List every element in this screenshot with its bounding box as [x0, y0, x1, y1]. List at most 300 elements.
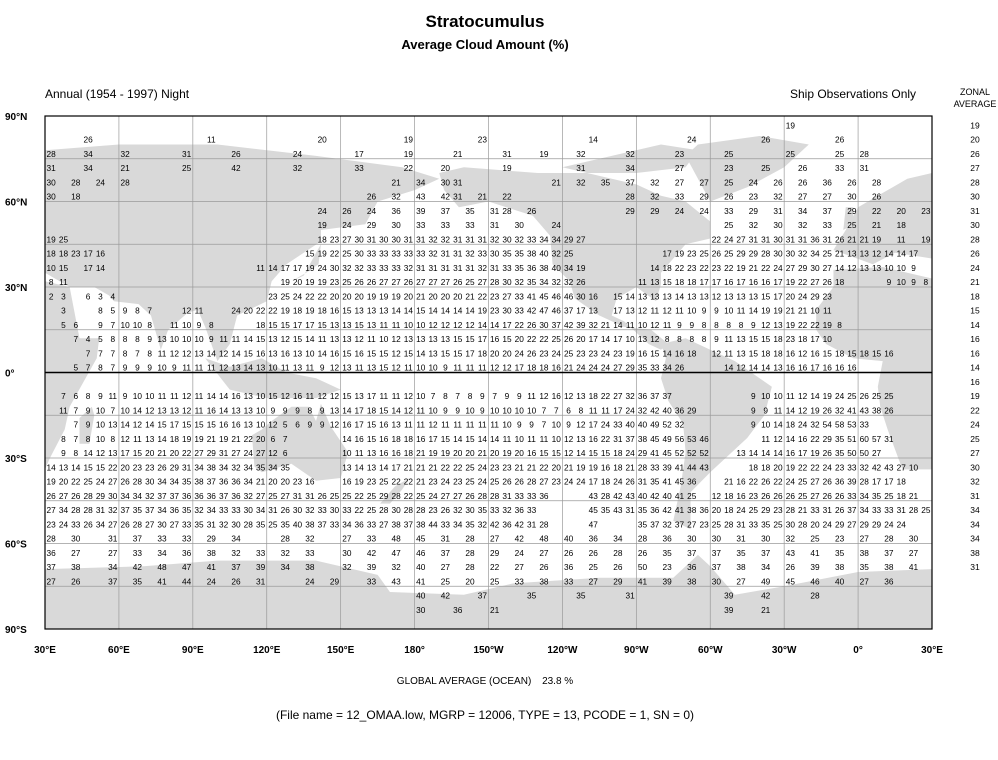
- cell-value: 13: [736, 291, 746, 302]
- cell-value: 34: [539, 277, 549, 287]
- cell-value: 34: [231, 533, 241, 544]
- cell-value: 10: [182, 319, 192, 330]
- cell-value: 15: [292, 334, 303, 344]
- cell-value: 7: [430, 391, 436, 401]
- cell-value: 26: [822, 277, 832, 287]
- cell-value: 32: [403, 262, 414, 273]
- cell-value: 23: [502, 462, 512, 473]
- cell-value: 8: [726, 319, 732, 330]
- cell-value: 35: [600, 177, 611, 188]
- cell-value: 15: [662, 277, 672, 287]
- cell-value: 9: [443, 405, 448, 416]
- cell-value: 28: [465, 547, 475, 558]
- cell-value: 28: [465, 533, 475, 544]
- cell-value: 9: [85, 405, 91, 416]
- cell-value: 19: [761, 305, 771, 316]
- cell-value: 10: [514, 405, 524, 416]
- cell-value: 30: [342, 547, 352, 558]
- cell-value: 10: [551, 433, 561, 444]
- cell-value: 32: [145, 490, 155, 501]
- cell-value: 11: [478, 419, 487, 430]
- cell-value: 25: [465, 476, 475, 487]
- cell-value: 19: [588, 462, 598, 473]
- zonal-average-value: 15: [970, 305, 980, 316]
- cell-value: 32: [477, 519, 487, 530]
- cell-value: 13: [268, 334, 278, 344]
- cell-value: 27: [514, 562, 524, 572]
- cell-value: 17: [366, 391, 377, 401]
- cell-value: 7: [98, 348, 103, 359]
- cell-value: 35: [576, 590, 586, 601]
- longitude-label: 30°W: [771, 645, 797, 656]
- cell-value: 20: [317, 134, 327, 145]
- cell-value: 13: [736, 348, 746, 359]
- cell-value: 24: [896, 519, 906, 530]
- cell-value: 15: [366, 433, 377, 444]
- cell-value: 13: [871, 262, 882, 273]
- cell-value: 25: [884, 490, 894, 501]
- cell-value: 10: [527, 405, 537, 416]
- cell-value: 9: [689, 319, 695, 330]
- cell-value: 34: [108, 562, 118, 572]
- cell-value: 18: [71, 191, 81, 202]
- cell-value: 40: [292, 519, 303, 530]
- zonal-header-line-2: AVERAGE: [953, 99, 997, 109]
- cell-value: 34: [551, 234, 561, 245]
- cell-value: 9: [98, 319, 103, 330]
- cell-value: 8: [73, 448, 79, 458]
- cell-value: 33: [490, 505, 500, 515]
- cell-value: 19: [46, 476, 56, 487]
- cell-value: 42: [527, 305, 537, 316]
- cell-value: 27: [810, 277, 820, 287]
- cell-value: 38: [884, 562, 894, 572]
- zonal-average-value: 34: [970, 519, 980, 530]
- cell-value: 20: [342, 291, 352, 302]
- cell-value: 31: [773, 205, 783, 216]
- cell-value: 23: [748, 490, 758, 501]
- cell-value: 10: [379, 334, 389, 344]
- cell-value: 23: [268, 291, 278, 302]
- cell-value: 10: [502, 419, 512, 430]
- cell-value: 11: [170, 319, 179, 330]
- longitude-label: 30°E: [921, 645, 943, 656]
- cell-value: 23: [428, 476, 438, 487]
- cell-value: 31: [440, 533, 450, 544]
- cell-value: 27: [674, 163, 685, 173]
- cell-value: 24: [600, 362, 611, 373]
- cell-value: 10: [428, 362, 438, 373]
- cell-value: 31: [490, 262, 500, 273]
- cell-value: 42: [563, 319, 574, 330]
- cell-value: 36: [231, 476, 241, 487]
- cell-value: 27: [859, 533, 869, 544]
- cell-value: 27: [46, 576, 56, 587]
- latitude-label: 60°S: [5, 539, 27, 551]
- cell-value: 34: [662, 362, 672, 373]
- cell-value: 10: [157, 362, 167, 373]
- cell-value: 16: [354, 433, 364, 444]
- cell-value: 20: [440, 291, 450, 302]
- cell-value: 12: [403, 405, 414, 416]
- cell-value: 52: [687, 448, 697, 458]
- cell-value: 17: [502, 319, 512, 330]
- cell-value: 26: [834, 505, 845, 515]
- cell-value: 26: [822, 405, 832, 416]
- cell-value: 13: [366, 362, 377, 373]
- cell-value: 13: [440, 334, 450, 344]
- cell-value: 5: [61, 319, 66, 330]
- cell-value: 49: [761, 576, 771, 587]
- cell-value: 26: [342, 205, 352, 216]
- cell-value: 9: [911, 277, 916, 287]
- cell-value: 33: [305, 547, 315, 558]
- cell-value: 18: [761, 462, 771, 473]
- cell-value: 26: [798, 177, 808, 188]
- cell-value: 35: [637, 362, 648, 373]
- cell-value: 35: [834, 433, 845, 444]
- cell-value: 34: [342, 519, 352, 530]
- cell-value: 9: [714, 334, 719, 344]
- cell-value: 27: [342, 234, 352, 245]
- cell-value: 29: [859, 519, 869, 530]
- cell-value: 22: [255, 305, 266, 316]
- cell-value: 10: [502, 405, 512, 416]
- cell-value: 21: [391, 177, 401, 188]
- zonal-average-value: 27: [970, 448, 980, 458]
- cell-value: 32: [650, 177, 660, 188]
- cell-value: 39: [724, 590, 734, 601]
- cell-value: 13: [687, 291, 697, 302]
- cell-value: 14: [206, 391, 216, 401]
- cell-value: 57: [871, 433, 882, 444]
- cell-value: 37: [687, 547, 697, 558]
- cell-value: 31: [798, 234, 808, 245]
- cell-value: 35: [637, 519, 648, 530]
- cell-value: 22: [711, 234, 722, 245]
- cell-value: 34: [416, 177, 426, 188]
- cell-value: 22: [699, 262, 709, 273]
- cell-value: 16: [342, 476, 352, 487]
- cell-value: 26: [785, 562, 795, 572]
- cell-value: 31: [46, 163, 56, 173]
- cell-value: 8: [443, 391, 448, 401]
- cell-value: 12: [219, 362, 229, 373]
- cell-value: 36: [453, 604, 463, 615]
- cell-value: 26: [527, 205, 537, 216]
- cell-value: 13: [576, 433, 586, 444]
- cell-value: 27: [871, 448, 882, 458]
- cell-value: 15: [588, 448, 598, 458]
- cell-value: 21: [403, 462, 414, 473]
- cell-value: 38: [206, 462, 216, 473]
- zonal-average-value: 25: [970, 433, 980, 444]
- cell-value: 15: [453, 334, 463, 344]
- cell-value: 32: [798, 248, 808, 259]
- cell-value: 8: [122, 334, 128, 344]
- cell-value: 45: [662, 448, 672, 458]
- cell-value: 37: [625, 177, 635, 188]
- cell-value: 29: [613, 576, 623, 587]
- cell-value: 24: [699, 205, 709, 216]
- cell-value: 26: [539, 562, 549, 572]
- cell-value: 28: [83, 490, 93, 501]
- cell-value: 19: [822, 319, 832, 330]
- cell-value: 27: [428, 277, 438, 287]
- cell-value: 15: [761, 291, 771, 302]
- cell-value: 35: [761, 519, 771, 530]
- longitude-label: 120°W: [547, 645, 578, 656]
- cell-value: 13: [736, 334, 746, 344]
- cell-value: 24: [58, 519, 69, 530]
- cell-value: 11: [207, 134, 216, 145]
- cell-value: 28: [403, 505, 414, 515]
- cell-value: 44: [182, 576, 192, 587]
- cell-value: 25: [268, 490, 278, 501]
- cell-value: 27: [255, 490, 266, 501]
- cell-value: 22: [724, 262, 734, 273]
- cell-value: 15: [354, 319, 364, 330]
- cell-value: 15: [748, 348, 758, 359]
- cell-value: 33: [613, 419, 623, 430]
- cell-value: 32: [292, 163, 303, 173]
- cell-value: 20: [428, 291, 438, 302]
- cell-value: 12: [761, 319, 771, 330]
- zonal-average-value: 31: [970, 205, 980, 216]
- global-average-label: GLOBAL AVERAGE (OCEAN): [396, 676, 532, 687]
- cell-value: 10: [95, 433, 106, 444]
- cell-value: 25: [379, 476, 389, 487]
- cell-value: 33: [563, 576, 574, 587]
- cell-value: 27: [798, 191, 808, 202]
- cell-value: 39: [576, 319, 586, 330]
- cell-value: 32: [428, 234, 438, 245]
- cell-value: 24: [514, 547, 524, 558]
- cell-value: 26: [83, 519, 93, 530]
- cell-value: 19: [502, 448, 512, 458]
- cell-value: 16: [785, 362, 795, 373]
- cell-value: 54: [822, 419, 832, 430]
- cell-value: 31: [416, 262, 426, 273]
- cell-value: 29: [847, 205, 857, 216]
- cell-value: 14: [576, 448, 586, 458]
- cell-value: 13: [194, 348, 204, 359]
- cell-value: 31: [625, 505, 635, 515]
- cell-value: 25: [798, 476, 808, 487]
- cell-value: 10: [145, 391, 155, 401]
- cell-value: 32: [342, 262, 352, 273]
- cell-value: 12: [219, 348, 229, 359]
- cell-value: 19: [822, 391, 832, 401]
- cell-value: 24: [785, 476, 795, 487]
- cell-value: 15: [83, 462, 93, 473]
- cell-value: 32: [514, 234, 524, 245]
- cell-value: 27: [108, 547, 118, 558]
- cell-value: 13: [255, 362, 266, 373]
- cell-value: 20: [896, 205, 906, 216]
- cell-value: 8: [677, 334, 682, 344]
- cell-value: 13: [699, 291, 709, 302]
- cell-value: 15: [366, 419, 377, 430]
- cell-value: 21: [514, 462, 524, 473]
- cell-value: 25: [847, 220, 857, 230]
- cell-value: 13: [724, 291, 734, 302]
- cell-value: 32: [551, 277, 561, 287]
- cell-value: 30: [687, 533, 697, 544]
- cell-value: 7: [492, 391, 497, 401]
- cell-value: 22: [440, 462, 450, 473]
- cell-value: 23: [687, 262, 697, 273]
- cell-value: 12: [798, 348, 808, 359]
- cell-value: 36: [527, 262, 537, 273]
- cell-value: 13: [576, 391, 586, 401]
- cell-value: 15: [551, 448, 561, 458]
- cell-value: 8: [209, 319, 214, 330]
- cell-value: 14: [453, 433, 463, 444]
- cell-value: 14: [748, 362, 758, 373]
- cell-value: 37: [847, 505, 857, 515]
- cell-value: 16: [637, 348, 648, 359]
- cell-value: 16: [527, 448, 537, 458]
- cell-value: 19: [810, 448, 820, 458]
- cell-value: 32: [637, 405, 648, 416]
- cell-value: 31: [477, 234, 487, 245]
- cell-value: 17: [810, 334, 820, 344]
- cell-value: 11: [280, 362, 290, 373]
- cell-value: 11: [502, 433, 512, 444]
- cell-value: 50: [637, 562, 648, 572]
- cell-value: 38: [687, 505, 697, 515]
- cell-value: 11: [231, 334, 241, 344]
- cell-value: 28: [46, 148, 56, 159]
- cell-value: 21: [490, 604, 500, 615]
- cell-value: 9: [701, 305, 707, 316]
- cell-value: 18: [527, 362, 537, 373]
- cell-value: 36: [810, 234, 820, 245]
- cell-value: 13: [292, 362, 303, 373]
- cell-value: 17: [773, 291, 783, 302]
- cell-value: 9: [480, 405, 485, 416]
- cell-value: 14: [416, 348, 426, 359]
- cell-value: 42: [440, 191, 450, 202]
- cell-value: 38: [539, 576, 549, 587]
- cell-value: 15: [871, 348, 882, 359]
- cell-value: 14: [46, 462, 56, 473]
- cell-value: 22: [317, 291, 327, 302]
- cell-value: 14: [428, 305, 438, 316]
- cell-value: 15: [761, 334, 771, 344]
- cell-value: 35: [194, 519, 204, 530]
- cell-value: 30: [711, 576, 722, 587]
- cell-value: 15: [132, 448, 143, 458]
- cell-value: 18: [317, 234, 327, 245]
- cell-value: 28: [527, 476, 537, 487]
- cell-value: 21: [847, 234, 857, 245]
- zonal-average-value: 21: [970, 277, 980, 287]
- cell-value: 39: [724, 604, 734, 615]
- cell-value: 12: [798, 405, 808, 416]
- cell-value: 27: [810, 490, 820, 501]
- cell-value: 14: [317, 348, 327, 359]
- cell-value: 16: [219, 419, 229, 430]
- cell-value: 29: [699, 191, 709, 202]
- cell-value: 30: [465, 505, 475, 515]
- cell-value: 34: [132, 490, 143, 501]
- cell-value: 11: [133, 433, 142, 444]
- cell-value: 35: [255, 519, 266, 530]
- cell-value: 14: [834, 262, 845, 273]
- longitude-label: 90°E: [181, 645, 204, 656]
- cell-value: 16: [588, 433, 598, 444]
- cell-value: 9: [85, 419, 91, 430]
- cell-value: 26: [724, 191, 734, 202]
- cell-value: 35: [527, 277, 537, 287]
- cell-value: 15: [280, 319, 290, 330]
- cell-value: 28: [243, 519, 253, 530]
- cell-value: 8: [135, 305, 140, 316]
- cell-value: 17: [588, 476, 598, 487]
- cell-value: 30: [502, 305, 512, 316]
- cell-value: 27: [440, 490, 450, 501]
- cell-value: 16: [305, 476, 315, 487]
- zonal-average-value: 34: [970, 533, 980, 544]
- chart-title: Stratocumulus: [425, 12, 545, 31]
- cell-value: 25: [761, 163, 771, 173]
- cell-value: 32: [219, 519, 229, 530]
- cell-value: 13: [354, 391, 364, 401]
- cell-value: 30: [711, 533, 722, 544]
- cell-value: 13: [243, 391, 253, 401]
- cell-value: 35: [736, 547, 746, 558]
- cell-value: 24: [674, 205, 685, 216]
- cell-value: 25: [182, 163, 192, 173]
- cell-value: 21: [551, 177, 561, 188]
- cell-value: 16: [674, 348, 685, 359]
- cell-value: 16: [588, 291, 598, 302]
- cell-value: 48: [391, 533, 401, 544]
- cell-value: 32: [280, 547, 290, 558]
- cell-value: 13: [637, 291, 648, 302]
- cell-value: 27: [145, 519, 155, 530]
- cell-value: 25: [83, 476, 93, 487]
- cell-value: 22: [600, 391, 611, 401]
- cell-value: 26: [761, 490, 771, 501]
- cell-value: 11: [465, 419, 475, 430]
- cell-value: 31: [502, 148, 512, 159]
- cell-value: 9: [751, 419, 756, 430]
- cell-value: 34: [219, 462, 229, 473]
- zonal-average-value: 14: [970, 319, 980, 330]
- cell-value: 27: [379, 277, 389, 287]
- cell-value: 33: [416, 248, 426, 259]
- cell-value: 8: [701, 319, 707, 330]
- cell-value: 22: [514, 319, 524, 330]
- cell-value: 30: [847, 191, 857, 202]
- cell-value: 31: [625, 590, 635, 601]
- cell-value: 23: [329, 277, 340, 287]
- cell-value: 13: [736, 448, 746, 458]
- cell-value: 34: [268, 462, 278, 473]
- cell-value: 12: [145, 405, 155, 416]
- cell-value: 14: [268, 262, 278, 273]
- cell-value: 13: [391, 419, 401, 430]
- cell-value: 37: [219, 490, 229, 501]
- cell-value: 25: [798, 490, 808, 501]
- cell-value: 33: [674, 191, 685, 202]
- cell-value: 13: [650, 277, 660, 287]
- zonal-average-value: 18: [970, 291, 980, 302]
- cell-value: 35: [600, 505, 611, 515]
